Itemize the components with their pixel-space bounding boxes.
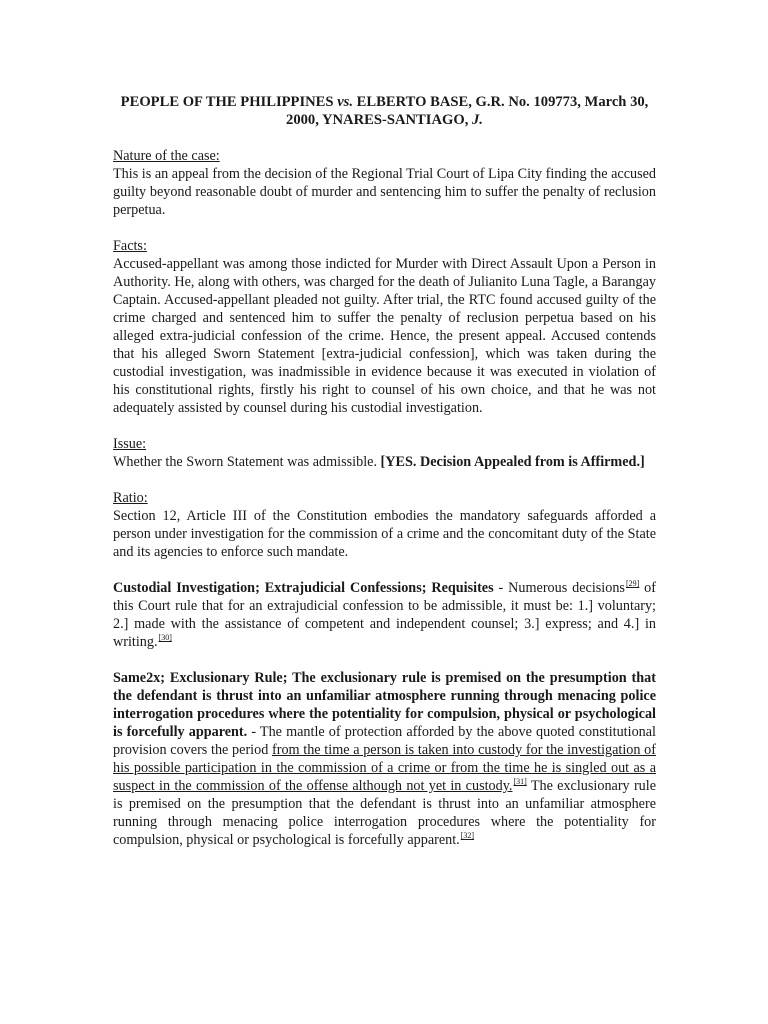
section-issue xyxy=(113,435,656,471)
issue-body xyxy=(113,453,656,471)
title-judge: J. xyxy=(472,112,483,128)
issue-heading: Issue: xyxy=(113,436,147,452)
footnote-31-link[interactable]: [31] xyxy=(513,777,527,786)
ratio-heading: Ratio: xyxy=(113,490,148,506)
footnote-30-link[interactable]: [30] xyxy=(158,633,172,642)
custodial-heading: Custodial Investigation; Extrajudicial Confessions; Requisites xyxy=(113,580,494,596)
exclusionary-text1: - The mantle of protection afforded by the above quoted constitutional provision covers the period xyxy=(113,724,656,758)
custodial-text1: - Numerous decisions xyxy=(493,580,625,596)
title-part1: PEOPLE OF THE PHILIPPINES xyxy=(120,94,338,110)
case-title xyxy=(113,93,656,129)
section-ratio xyxy=(113,489,656,561)
issue-text: Whether the Sworn Statement was admissible. xyxy=(113,454,381,470)
facts-heading: Facts: xyxy=(113,238,147,254)
facts-body: Accused-appellant was among those indicted for Murder with Direct Assault Upon a Person in Authority. He, along with others, was charged for the death of Julianito Luna Tagle, a Barangay Captain. Accused-appellant pleaded not guilty. After trial, the RTC found accused guilty of the crime charged and sentenced him to suffer the penalty of reclusion perpetua based on his alleged extra-judicial confession of the crime. Hence, the present appeal. Accused contends that his alleged Sworn Statement [extra-judicial confession], which was taken during the custodial investigation, was inadmissible in evidence because it was executed in violation of his constitutional rights, firstly his right to counsel of his own choice, and that he was not adequately assisted by counsel during his custodial investigation. xyxy=(113,256,656,416)
document-page xyxy=(113,93,656,867)
section-nature xyxy=(113,147,656,219)
custodial-paragraph xyxy=(113,579,656,651)
custodial-text2: of this Court rule that for an extrajudicial confession to be admissible, it must be: 1.] voluntary; 2.] made with the assistance of competent and independent counsel; 3.] express; and 4.] in writing. xyxy=(113,580,656,650)
title-vs: vs. xyxy=(337,94,353,110)
footnote-32-link[interactable]: [32] xyxy=(460,831,475,840)
exclusionary-paragraph xyxy=(113,669,656,849)
nature-body: This is an appeal from the decision of the Regional Trial Court of Lipa City finding the accused guilty beyond reasonable doubt of murder and sentencing him to suffer the penalty of reclusion perpetua. xyxy=(113,166,656,218)
section-facts xyxy=(113,237,656,417)
nature-heading: Nature of the case: xyxy=(113,148,220,164)
title-part2: ELBERTO BASE, G.R. No. 109773, March 30, 2000, YNARES-SANTIAGO, xyxy=(286,94,649,128)
footnote-29-link[interactable]: [29] xyxy=(625,579,640,588)
ratio-body: Section 12, Article III of the Constitution embodies the mandatory safeguards afforded a person under investigation for the commission of a crime and the concomitant duty of the State and its agencies to enforce such mandate. xyxy=(113,508,656,560)
issue-ruling: [YES. Decision Appealed from is Affirmed.] xyxy=(380,454,645,470)
exclusionary-underlined: from the time a person is taken into custody for the investigation of his possible participation in the commission of a crime or from the time he is singled out as a suspect in the commission of the offense although not yet in custody. xyxy=(113,742,656,794)
exclusionary-heading: Same2x; Exclusionary Rule; The exclusionary rule is premised on the presumption that the defendant is thrust into an unfamiliar atmosphere running through menacing police interrogation procedures where the potentiality for compulsion, physical or psychological is forcefully apparent. xyxy=(113,670,656,740)
exclusionary-text2: The exclusionary rule is premised on the presumption that the defendant is thrust into an unfamiliar atmosphere running through menacing police interrogation procedures where the potentiality for compulsion, physical or psychological is forcefully apparent. xyxy=(113,778,656,848)
